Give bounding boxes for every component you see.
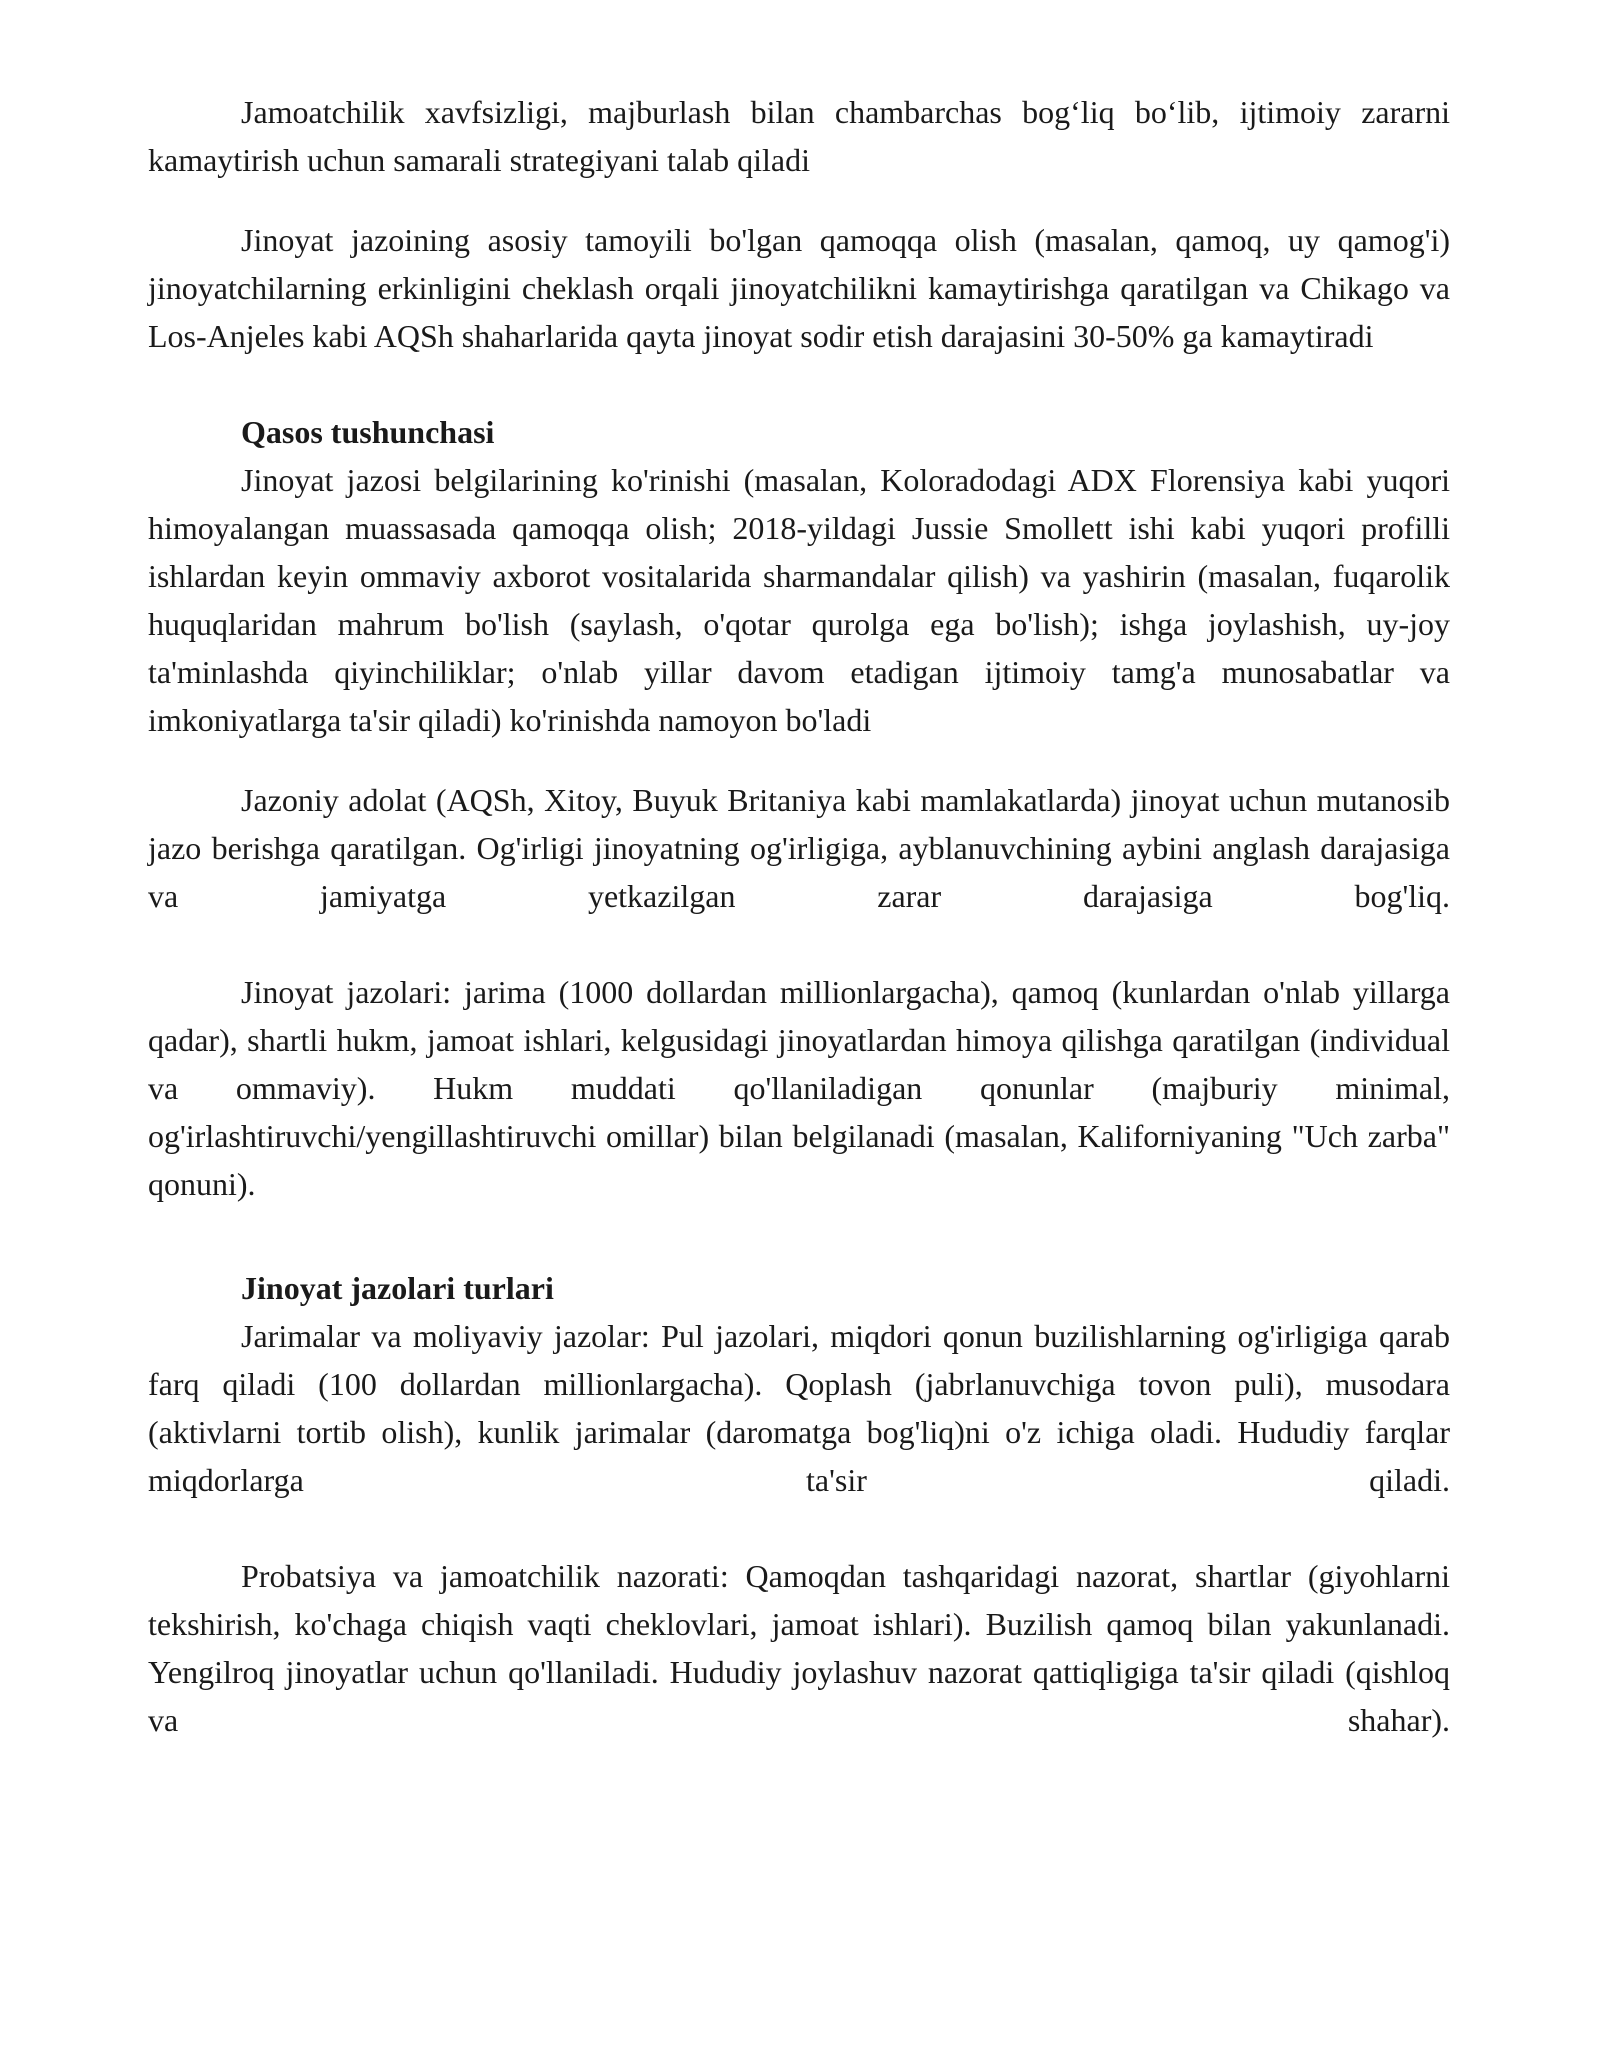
heading-retribution: Qasos tushunchasi — [241, 414, 495, 450]
paragraph-probation: Probatsiya va jamoatchilik nazorati: Qamoqdan tashqaridagi nazorat, shartlar (giyohlarni tekshirish, ko'chaga chiqish vaqti cheklovlari, jamoat ishlari). Buzilish qamoq bilan yakunlanadi. Yengilroq jinoyatlar uchun qo'llaniladi. Hududiy joylashuv nazorat qattiqligiga ta'sir qiladi (qishloq va shahar). — [148, 1558, 1450, 1738]
paragraph-public-safety: Jamoatchilik xavfsizligi, majburlash bilan chambarchas bog‘liq bo‘lib, ijtimoiy zararni kamaytirish uchun samarali strategiyani talab qiladi — [148, 94, 1450, 178]
paragraph-punishment-signs: Jinoyat jazosi belgilarining ko'rinishi (masalan, Koloradodagi ADX Florensiya kabi yuqori himoyalangan muassasada qamoqqa olish; 2018-yildagi Jussie Smollett ishi kabi yuqori profilli ishlardan keyin ommaviy axborot vositalarida sharmandalar qilish) va yashirin (masalan, fuqarolik huquqlaridan mahrum bo'lish (saylash, o'qotar qurolga ega bo'lish); ishga joylashish, uy-joy ta'minlashda qiyinchiliklar; o'nlab yillar davom etadigan ijtimoiy tamg'a munosabatlar va imkoniyatlarga ta'sir qiladi) ko'rinishda namoyon bo'ladi — [148, 462, 1450, 738]
paragraph-incarceration: Jinoyat jazoining asosiy tamoyili bo'lgan qamoqqa olish (masalan, qamoq, uy qamog'i) jinoyatchilarning erkinligini cheklash orqali jinoyatchilikni kamaytirishga qaratilgan va Chikago va Los-Anjeles kabi AQSh shaharlarida qayta jinoyat sodir etish darajasini 30-50% ga kamaytiradi — [148, 222, 1450, 354]
paragraph-fines: Jarimalar va moliyaviy jazolar: Pul jazolari, miqdori qonun buzilishlarning og'irligiga qarab farq qiladi (100 dollardan millionlargacha). Qoplash (jabrlanuvchiga tovon puli), musodara (aktivlarni tortib olish), kunlik jarimalar (daromatga bog'liq)ni o'z ichiga oladi. Hududiy farqlar miqdorlarga ta'sir qiladi. — [148, 1318, 1450, 1498]
paragraph-retributive-justice: Jazoniy adolat (AQSh, Xitoy, Buyuk Britaniya kabi mamlakatlarda) jinoyat uchun mutanosib jazo berishga qaratilgan. Og'irligi jinoyatning og'irligiga, ayblanuvchining aybini anglash darajasiga va jamiyatga yetkazilgan zarar darajasiga bog'liq. — [148, 782, 1450, 914]
heading-penalty-types: Jinoyat jazolari turlari — [241, 1270, 554, 1306]
paragraph-criminal-penalties: Jinoyat jazolari: jarima (1000 dollardan millionlargacha), qamoq (kunlardan o'nlab yillarga qadar), shartli hukm, jamoat ishlari, kelgusidagi jinoyatlardan himoya qilishga qaratilgan (individual va ommaviy). Hukm muddati qo'llaniladigan qonunlar (majburiy minimal, og'irlashtiruvchi/yengillashtiruvchi omillar) bilan belgilanadi (masalan, Kaliforniyaning "Uch zarba" qonuni). — [148, 974, 1450, 1202]
document-page — [148, 88, 1450, 1744]
